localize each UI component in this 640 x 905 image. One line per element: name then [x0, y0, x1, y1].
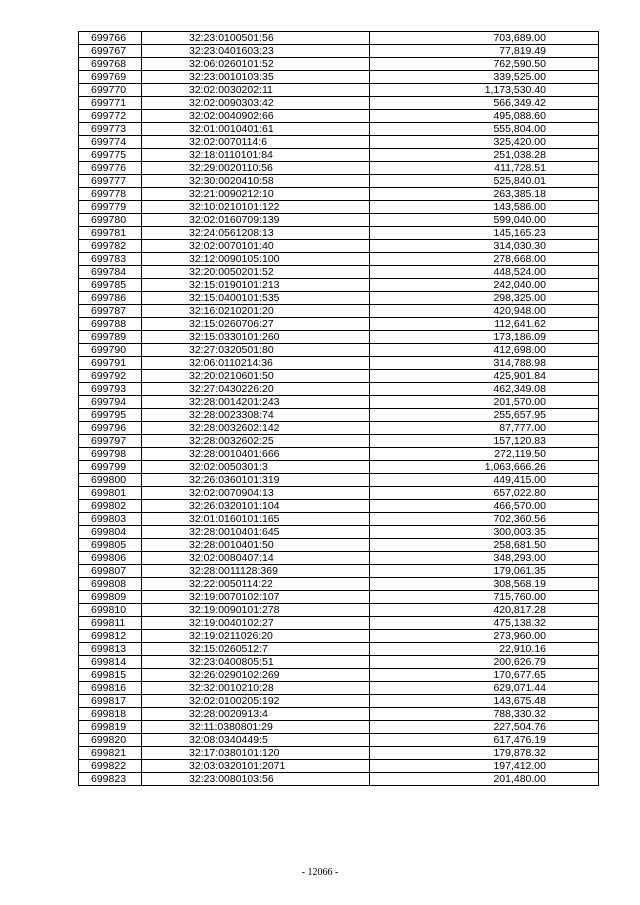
cadastral-value: 555,804.00	[370, 123, 599, 136]
cadastral-value: 143,586.00	[370, 201, 599, 214]
cadastral-value: 201,480.00	[370, 773, 599, 786]
cadastral-table	[78, 31, 599, 786]
row-id: 699823	[79, 773, 142, 786]
table-row	[79, 721, 599, 734]
cadastral-value: 449,415.00	[370, 474, 599, 487]
table-row	[79, 734, 599, 747]
cadastral-number: 32:15:0260512:7	[142, 643, 370, 656]
cadastral-number: 32:20:0050201:52	[142, 266, 370, 279]
cadastral-value: 197,412.00	[370, 760, 599, 773]
table-row	[79, 214, 599, 227]
cadastral-value: 112,641.62	[370, 318, 599, 331]
cadastral-number: 32:23:0100501:56	[142, 32, 370, 45]
cadastral-value: 201,570.00	[370, 396, 599, 409]
cadastral-value: 1,173,530.40	[370, 84, 599, 97]
row-id: 699796	[79, 422, 142, 435]
row-id: 699819	[79, 721, 142, 734]
table-row	[79, 513, 599, 526]
cadastral-number: 32:15:0260706:27	[142, 318, 370, 331]
cadastral-number: 32:26:0320101:104	[142, 500, 370, 513]
cadastral-number: 32:02:0090303:42	[142, 97, 370, 110]
table-row	[79, 123, 599, 136]
row-id: 699791	[79, 357, 142, 370]
row-id: 699787	[79, 305, 142, 318]
cadastral-number: 32:23:0400805:51	[142, 656, 370, 669]
table-row	[79, 487, 599, 500]
cadastral-number: 32:03:0320101:2071	[142, 760, 370, 773]
table-row	[79, 318, 599, 331]
cadastral-number: 32:24:0561208:13	[142, 227, 370, 240]
cadastral-value: 258,681.50	[370, 539, 599, 552]
cadastral-number: 32:06:0260101:52	[142, 58, 370, 71]
cadastral-value: 411,728.51	[370, 162, 599, 175]
table-row	[79, 747, 599, 760]
cadastral-number: 32:28:0010401:645	[142, 526, 370, 539]
cadastral-value: 143,675.48	[370, 695, 599, 708]
row-id: 699766	[79, 32, 142, 45]
table-row	[79, 149, 599, 162]
cadastral-value: 448,524.00	[370, 266, 599, 279]
row-id: 699808	[79, 578, 142, 591]
table-row	[79, 370, 599, 383]
table-row	[79, 383, 599, 396]
cadastral-number: 32:32:0010210:28	[142, 682, 370, 695]
row-id: 699790	[79, 344, 142, 357]
cadastral-value: 425,901.84	[370, 370, 599, 383]
cadastral-number: 32:27:0430226:20	[142, 383, 370, 396]
cadastral-value: 179,878.32	[370, 747, 599, 760]
table-row	[79, 474, 599, 487]
row-id: 699816	[79, 682, 142, 695]
row-id: 699778	[79, 188, 142, 201]
cadastral-number: 32:27:0320501:80	[142, 344, 370, 357]
cadastral-value: 77,819.49	[370, 45, 599, 58]
table-row	[79, 409, 599, 422]
cadastral-number: 32:28:0010401:666	[142, 448, 370, 461]
table-row	[79, 552, 599, 565]
cadastral-number: 32:02:0100205:192	[142, 695, 370, 708]
row-id: 699821	[79, 747, 142, 760]
table-row	[79, 175, 599, 188]
table-row	[79, 448, 599, 461]
cadastral-value: 227,504.76	[370, 721, 599, 734]
table-row	[79, 396, 599, 409]
table-row	[79, 461, 599, 474]
row-id: 699777	[79, 175, 142, 188]
cadastral-value: 300,003.35	[370, 526, 599, 539]
cadastral-value: 22,910.16	[370, 643, 599, 656]
cadastral-number: 32:28:0020913:4	[142, 708, 370, 721]
row-id: 699768	[79, 58, 142, 71]
table-row	[79, 435, 599, 448]
row-id: 699802	[79, 500, 142, 513]
cadastral-value: 251,038.28	[370, 149, 599, 162]
row-id: 699788	[79, 318, 142, 331]
table-row	[79, 84, 599, 97]
table-row	[79, 539, 599, 552]
row-id: 699773	[79, 123, 142, 136]
cadastral-number: 32:15:0400101:535	[142, 292, 370, 305]
row-id: 699789	[79, 331, 142, 344]
row-id: 699811	[79, 617, 142, 630]
cadastral-number: 32:28:0032602:142	[142, 422, 370, 435]
cadastral-value: 87,777.00	[370, 422, 599, 435]
cadastral-number: 32:28:0010401:50	[142, 539, 370, 552]
cadastral-number: 32:28:0011128:369	[142, 565, 370, 578]
cadastral-value: 255,657.95	[370, 409, 599, 422]
cadastral-value: 525,840.01	[370, 175, 599, 188]
table-row	[79, 708, 599, 721]
table-row	[79, 591, 599, 604]
row-id: 699775	[79, 149, 142, 162]
cadastral-value: 702,360.56	[370, 513, 599, 526]
table-row	[79, 643, 599, 656]
table-row	[79, 58, 599, 71]
cadastral-number: 32:15:0330101:260	[142, 331, 370, 344]
table-row	[79, 773, 599, 786]
row-id: 699772	[79, 110, 142, 123]
row-id: 699782	[79, 240, 142, 253]
cadastral-value: 762,590.50	[370, 58, 599, 71]
row-id: 699809	[79, 591, 142, 604]
cadastral-value: 657,022.80	[370, 487, 599, 500]
table-row	[79, 305, 599, 318]
cadastral-value: 475,138.32	[370, 617, 599, 630]
cadastral-value: 617,476.19	[370, 734, 599, 747]
cadastral-value: 1,063,666.26	[370, 461, 599, 474]
row-id: 699776	[79, 162, 142, 175]
row-id: 699813	[79, 643, 142, 656]
cadastral-number: 32:02:0160709:139	[142, 214, 370, 227]
cadastral-value: 273,960.00	[370, 630, 599, 643]
table-row	[79, 201, 599, 214]
table-body	[79, 32, 599, 786]
row-id: 699794	[79, 396, 142, 409]
cadastral-number: 32:10:0210101:122	[142, 201, 370, 214]
table-row	[79, 188, 599, 201]
cadastral-number: 32:01:0160101:165	[142, 513, 370, 526]
table-row	[79, 331, 599, 344]
cadastral-value: 629,071.44	[370, 682, 599, 695]
table-row	[79, 227, 599, 240]
table-row	[79, 344, 599, 357]
cadastral-value: 412,698.00	[370, 344, 599, 357]
row-id: 699767	[79, 45, 142, 58]
row-id: 699795	[79, 409, 142, 422]
row-id: 699815	[79, 669, 142, 682]
cadastral-value: 314,030.30	[370, 240, 599, 253]
table-row	[79, 617, 599, 630]
table-row	[79, 45, 599, 58]
cadastral-number: 32:28:0014201:243	[142, 396, 370, 409]
table-row	[79, 32, 599, 45]
cadastral-value: 170,677.65	[370, 669, 599, 682]
cadastral-value: 263,385.18	[370, 188, 599, 201]
row-id: 699806	[79, 552, 142, 565]
table-row	[79, 253, 599, 266]
table-row	[79, 357, 599, 370]
table-row	[79, 136, 599, 149]
table-row	[79, 162, 599, 175]
row-id: 699769	[79, 71, 142, 84]
cadastral-value: 173,186.09	[370, 331, 599, 344]
cadastral-number: 32:19:0070102:107	[142, 591, 370, 604]
table-row	[79, 279, 599, 292]
row-id: 699812	[79, 630, 142, 643]
cadastral-number: 32:19:0040102:27	[142, 617, 370, 630]
cadastral-number: 32:08:0340449:5	[142, 734, 370, 747]
table-row	[79, 669, 599, 682]
row-id: 699810	[79, 604, 142, 617]
row-id: 699780	[79, 214, 142, 227]
row-id: 699770	[79, 84, 142, 97]
cadastral-number: 32:21:0090212:10	[142, 188, 370, 201]
table-row	[79, 292, 599, 305]
row-id: 699822	[79, 760, 142, 773]
table-row	[79, 422, 599, 435]
cadastral-value: 566,349.42	[370, 97, 599, 110]
row-id: 699774	[79, 136, 142, 149]
cadastral-number: 32:02:0050301:3	[142, 461, 370, 474]
cadastral-number: 32:22:0050114:22	[142, 578, 370, 591]
cadastral-number: 32:17:0380101:120	[142, 747, 370, 760]
cadastral-number: 32:23:0401603:23	[142, 45, 370, 58]
cadastral-value: 462,349.08	[370, 383, 599, 396]
cadastral-number: 32:28:0023308:74	[142, 409, 370, 422]
row-id: 699779	[79, 201, 142, 214]
cadastral-number: 32:19:0211026:20	[142, 630, 370, 643]
cadastral-value: 420,817.28	[370, 604, 599, 617]
cadastral-number: 32:20:0210601:50	[142, 370, 370, 383]
cadastral-value: 495,088.60	[370, 110, 599, 123]
cadastral-value: 242,040.00	[370, 279, 599, 292]
row-id: 699817	[79, 695, 142, 708]
cadastral-number: 32:16:0210201:20	[142, 305, 370, 318]
cadastral-value: 466,570.00	[370, 500, 599, 513]
cadastral-number: 32:02:0040902:66	[142, 110, 370, 123]
cadastral-value: 788,330.32	[370, 708, 599, 721]
cadastral-value: 179,061.35	[370, 565, 599, 578]
table-row	[79, 656, 599, 669]
cadastral-value: 272,119.50	[370, 448, 599, 461]
cadastral-number: 32:19:0090101:278	[142, 604, 370, 617]
table-row	[79, 500, 599, 513]
table-row	[79, 97, 599, 110]
table-row	[79, 526, 599, 539]
table-row	[79, 565, 599, 578]
row-id: 699783	[79, 253, 142, 266]
table-row	[79, 110, 599, 123]
page-number: - 12066 -	[301, 867, 339, 878]
cadastral-number: 32:28:0032602:25	[142, 435, 370, 448]
row-id: 699781	[79, 227, 142, 240]
table-row	[79, 71, 599, 84]
cadastral-value: 420,948.00	[370, 305, 599, 318]
table-row	[79, 578, 599, 591]
row-id: 699807	[79, 565, 142, 578]
cadastral-number: 32:06:0110214:36	[142, 357, 370, 370]
row-id: 699799	[79, 461, 142, 474]
cadastral-value: 348,293.00	[370, 552, 599, 565]
row-id: 699771	[79, 97, 142, 110]
row-id: 699800	[79, 474, 142, 487]
cadastral-value: 308,568.19	[370, 578, 599, 591]
cadastral-number: 32:18:0110101:84	[142, 149, 370, 162]
cadastral-number: 32:26:0290102:269	[142, 669, 370, 682]
cadastral-number: 32:02:0080407:14	[142, 552, 370, 565]
cadastral-value: 599,040.00	[370, 214, 599, 227]
row-id: 699801	[79, 487, 142, 500]
cadastral-value: 339,525.00	[370, 71, 599, 84]
row-id: 699805	[79, 539, 142, 552]
table-row	[79, 266, 599, 279]
row-id: 699793	[79, 383, 142, 396]
cadastral-value: 298,325.00	[370, 292, 599, 305]
cadastral-number: 32:23:0010103:35	[142, 71, 370, 84]
cadastral-number: 32:26:0360101:319	[142, 474, 370, 487]
cadastral-number: 32:29:0020110:56	[142, 162, 370, 175]
row-id: 699792	[79, 370, 142, 383]
cadastral-number: 32:02:0070101:40	[142, 240, 370, 253]
cadastral-value: 145,165.23	[370, 227, 599, 240]
row-id: 699804	[79, 526, 142, 539]
cadastral-number: 32:01:0010401:61	[142, 123, 370, 136]
table-row	[79, 630, 599, 643]
row-id: 699818	[79, 708, 142, 721]
row-id: 699786	[79, 292, 142, 305]
table-row	[79, 760, 599, 773]
cadastral-number: 32:12:0090105:100	[142, 253, 370, 266]
table-row	[79, 604, 599, 617]
row-id: 699820	[79, 734, 142, 747]
cadastral-number: 32:11:0380801:29	[142, 721, 370, 734]
cadastral-value: 278,668.00	[370, 253, 599, 266]
cadastral-number: 32:02:0070114:6	[142, 136, 370, 149]
table-row	[79, 682, 599, 695]
cadastral-number: 32:02:0070904:13	[142, 487, 370, 500]
cadastral-number: 32:30:0020410:58	[142, 175, 370, 188]
row-id: 699784	[79, 266, 142, 279]
cadastral-value: 314,788.98	[370, 357, 599, 370]
row-id: 699785	[79, 279, 142, 292]
row-id: 699803	[79, 513, 142, 526]
cadastral-number: 32:23:0080103:56	[142, 773, 370, 786]
cadastral-value: 325,420.00	[370, 136, 599, 149]
row-id: 699814	[79, 656, 142, 669]
table-row	[79, 695, 599, 708]
row-id: 699797	[79, 435, 142, 448]
cadastral-value: 200,626.79	[370, 656, 599, 669]
cadastral-number: 32:02:0030202:11	[142, 84, 370, 97]
row-id: 699798	[79, 448, 142, 461]
cadastral-value: 715,760.00	[370, 591, 599, 604]
table-row	[79, 240, 599, 253]
cadastral-value: 157,120.83	[370, 435, 599, 448]
cadastral-value: 703,689.00	[370, 32, 599, 45]
cadastral-number: 32:15:0190101:213	[142, 279, 370, 292]
